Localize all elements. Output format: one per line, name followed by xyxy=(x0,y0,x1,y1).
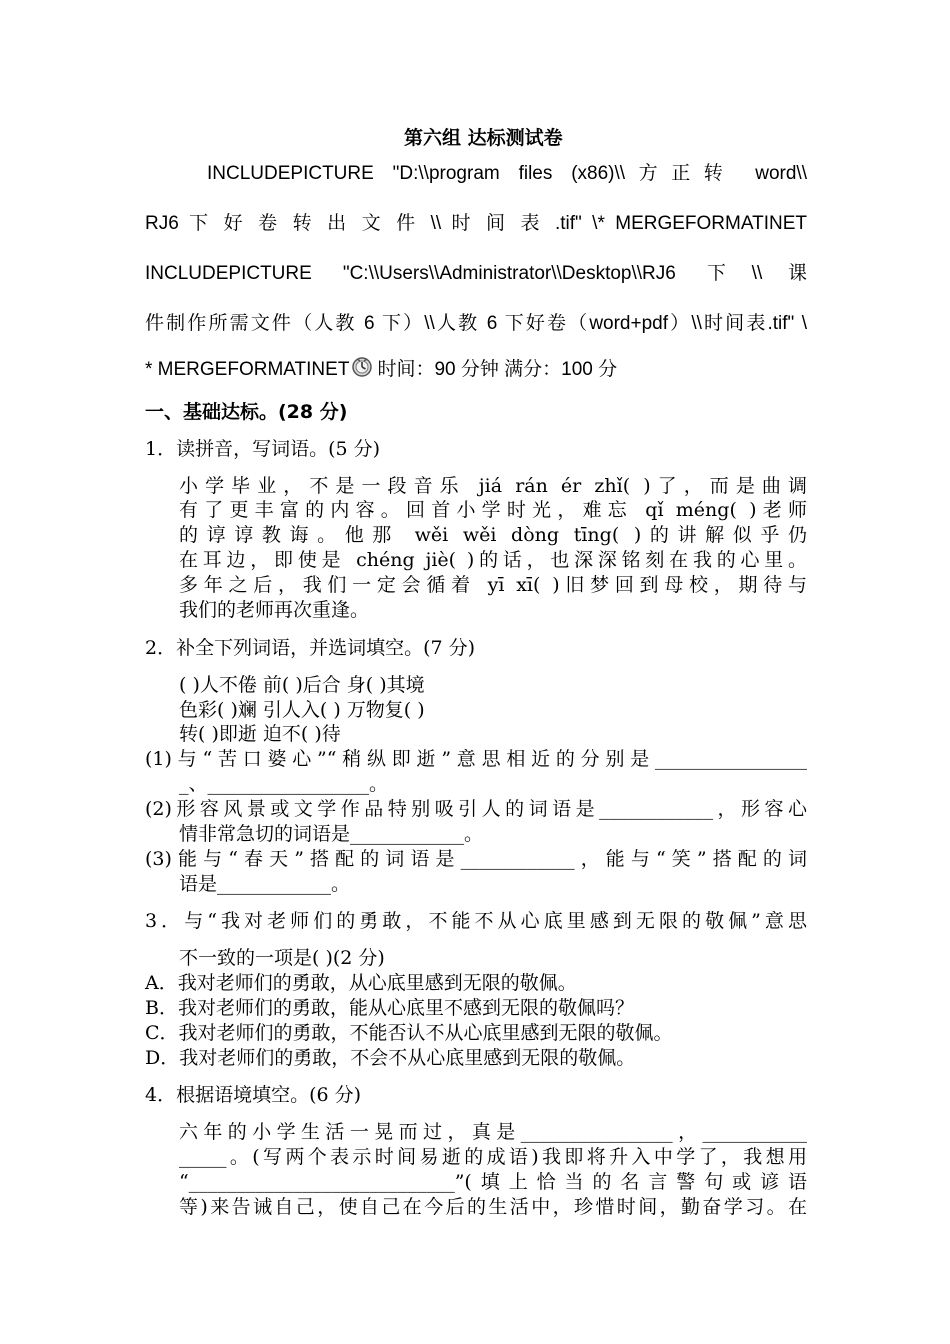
sub-question: _、_________________。 xyxy=(179,773,389,795)
page-title: 第六组 达标测试卷 xyxy=(404,127,563,149)
question-4-line: _____。(写两个表示时间易逝的成语)我即将升入中学了，我想用 xyxy=(179,1146,807,1168)
field-code-text: * MERGEFORMATINET xyxy=(145,359,350,380)
question-4-line: 六年的小学生活一晃而过，真是________________，___________ xyxy=(179,1121,807,1143)
question-3-heading: 3．与“我对老师们的勇敢，不能不从心底里感到无限的敬佩”意思 xyxy=(145,910,807,932)
field-code-line: INCLUDEPICTURE "D:\\program files (x86)\\方正转 word\\ xyxy=(207,163,807,184)
question-3-heading: 不一致的一项是( )(2 分) xyxy=(179,947,385,969)
question-4-line: “____________________________”(填上恰当的名言警句或谚语 xyxy=(179,1171,807,1193)
question-1-line: 的谆谆教诲。他那 wěi wěi dòng tīng( )的讲解似乎仍 xyxy=(179,524,807,546)
word-row: 色彩( )斓 引人入( ) 万物复( ) xyxy=(179,699,425,721)
question-1-line: 多年之后，我们一定会循着 yī xī( )旧梦回到母校，期待与 xyxy=(179,574,807,596)
question-1-heading: 1．读拼音，写词语。(5 分) xyxy=(145,438,381,460)
question-1-line: 我们的老师再次重逢。 xyxy=(179,599,370,621)
clock-icon xyxy=(351,356,373,378)
question-4-heading: 4．根据语境填空。(6 分) xyxy=(145,1084,362,1106)
sub-question: (2)形容风景或文学作品特别吸引人的词语是____________，形容心 xyxy=(145,798,807,820)
question-1-line: 在耳边，即使是 chéng jiè( )的话，也深深铭刻在我的心里。 xyxy=(179,549,807,571)
field-code-line xyxy=(145,356,617,382)
option-b: B．我对老师们的勇敢，能从心底里不感到无限的敬佩吗？ xyxy=(145,997,634,1019)
sub-question: 情非常急切的词语是____________。 xyxy=(179,823,484,845)
option-d: D．我对老师们的勇敢，不会不从心底里感到无限的敬佩。 xyxy=(145,1047,636,1069)
section-heading: 一、基础达标。(28 分) xyxy=(145,401,348,423)
option-c: C．我对老师们的勇敢，不能否认不从心底里感到无限的敬佩。 xyxy=(145,1022,673,1044)
question-1-line: 小学毕业，不是一段音乐 jiá rán ér zhǐ( )了，而是曲调 xyxy=(179,475,807,497)
sub-question: (1)与“苦口婆心”“稍纵即逝”意思相近的分别是________________ xyxy=(145,748,807,770)
field-code-line: 件制作所需文件（人教 6 下）\\人教 6 下好卷（word+pdf）\\时间表.tif" \ xyxy=(145,313,807,334)
question-4-line: 等)来告诫自己，使自己在今后的生活中，珍惜时间，勤奋学习。在 xyxy=(179,1196,807,1218)
word-row: ( )人不倦 前( )后合 身( )其境 xyxy=(179,674,425,696)
question-1-line: 有了更丰富的内容。回首小学时光，难忘 qǐ méng( )老师 xyxy=(179,499,807,521)
time-score: 时间：90 分钟 满分：100 分 xyxy=(377,359,618,380)
field-code-line: INCLUDEPICTURE "C:\\Users\\Administrator\\Desktop\\RJ6 下\\课 xyxy=(145,263,807,284)
sub-question: 语是____________。 xyxy=(179,873,351,895)
sub-question: (3)能与“春天”搭配的词语是____________，能与“笑”搭配的词 xyxy=(145,848,807,870)
word-row: 转( )即逝 迫不( )待 xyxy=(179,723,341,745)
question-2-heading: 2．补全下列词语，并选词填空。(7 分) xyxy=(145,637,476,659)
field-code-line: RJ6 下 好 卷 转 出 文 件 \\ 时 间 表 .tif" \* MERGEFORMATINET xyxy=(145,213,807,234)
option-a: A．我对老师们的勇敢，从心底里感到无限的敬佩。 xyxy=(145,972,577,994)
